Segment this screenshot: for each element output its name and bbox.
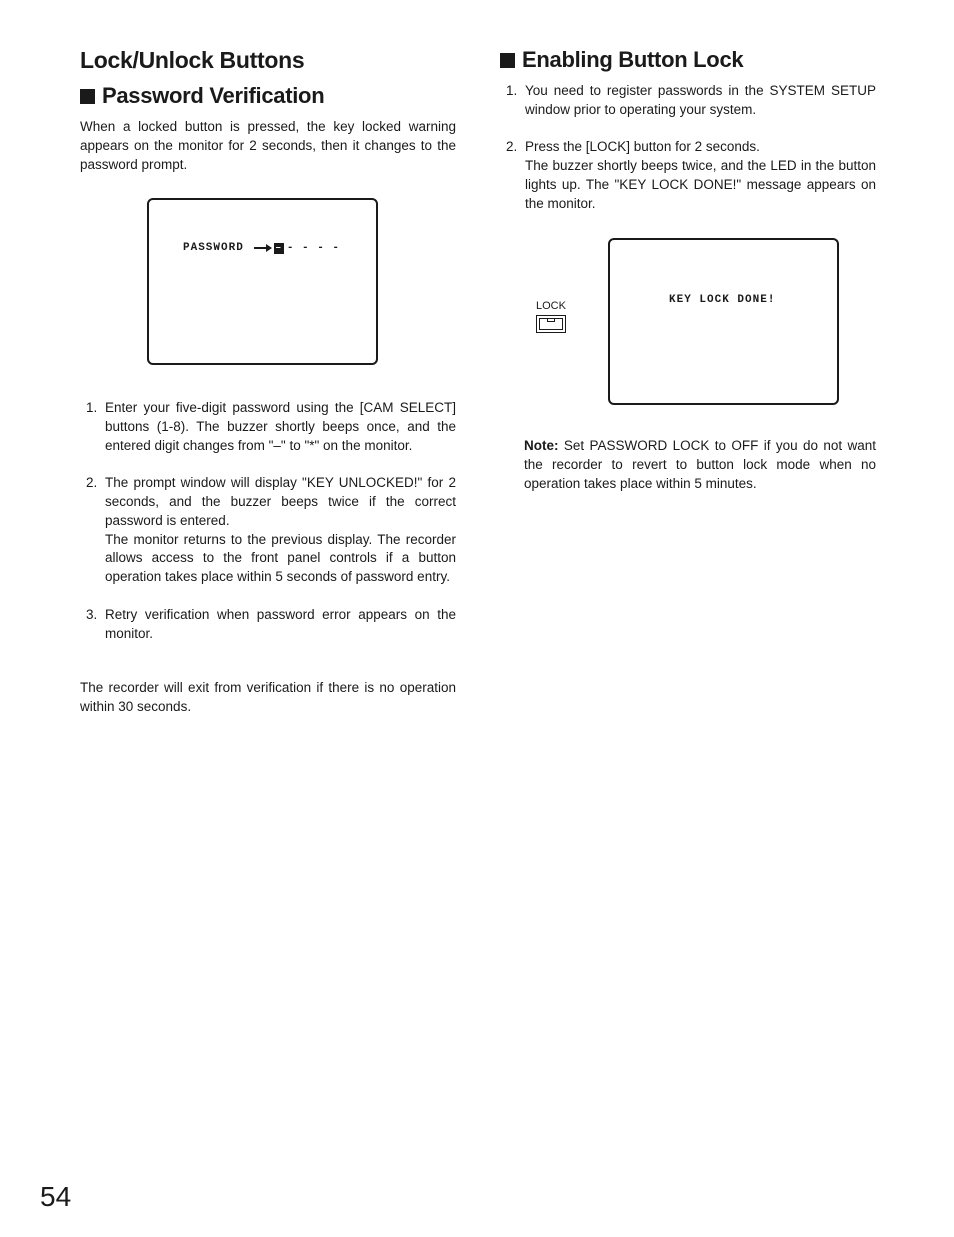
list-item: 1. Enter your five-digit password using the [CAM SELECT] buttons (1-8). The buzzer shortly beeps once, and the entered digit changes from "–" to "*" on the monitor. [86,400,456,453]
led-indicator-icon [547,318,555,322]
page-title: Lock/Unlock Buttons [80,47,305,73]
key-lock-monitor-screen [608,238,839,405]
button-lock-steps-list [500,82,876,214]
note [524,437,876,493]
password-steps-list [80,399,456,643]
password-prompt [183,242,340,254]
note-text: Set PASSWORD LOCK to OFF if you do not want the recorder to revert to button lock mode when no operation takes place within 5 minutes. [524,438,876,491]
password-label: PASSWORD [183,242,244,254]
password-monitor-screen [147,198,378,365]
lock-button-illustration [536,315,566,333]
square-bullet-icon [500,53,515,68]
password-cursor: – [275,242,283,254]
intro-paragraph: When a locked button is pressed, the key locked warning appears on the monitor for 2 seconds, then it changes to the password prompt. [80,119,456,172]
password-placeholder-dashes: - - - - [286,242,341,254]
list-item: 1. You need to register passwords in the SYSTEM SETUP window prior to operating your system. [506,83,876,117]
closing-paragraph: The recorder will exit from verification if there is no operation within 30 seconds. [80,680,456,714]
arrow-right-icon [254,243,272,253]
square-bullet-icon [80,89,95,104]
list-item: 3. Retry verification when password error appears on the monitor. [86,606,456,641]
section-heading-password-verification [80,85,324,107]
section-heading-text: Password Verification [102,83,325,108]
section-heading-enabling-button-lock [500,49,743,71]
list-item: 2. Press the [LOCK] button for 2 seconds. The buzzer shortly beeps twice, and the LED in the button lights up. The "KEY LOCK DONE!" message appears on the monitor. [506,139,876,211]
note-label: Note: [524,438,559,453]
list-item: 2. The prompt window will display "KEY UNLOCKED!" for 2 seconds, and the buzzer beeps twice if the correct password is entered. The monitor returns to the previous display. The recorder allows access to the front panel controls if a button operation takes place within 5 seconds of password entry. [86,475,456,585]
section-heading-text: Enabling Button Lock [522,47,744,72]
key-lock-done-message: KEY LOCK DONE! [669,294,776,306]
lock-button-label: LOCK [536,300,566,312]
page-number: 54 [40,1181,72,1212]
